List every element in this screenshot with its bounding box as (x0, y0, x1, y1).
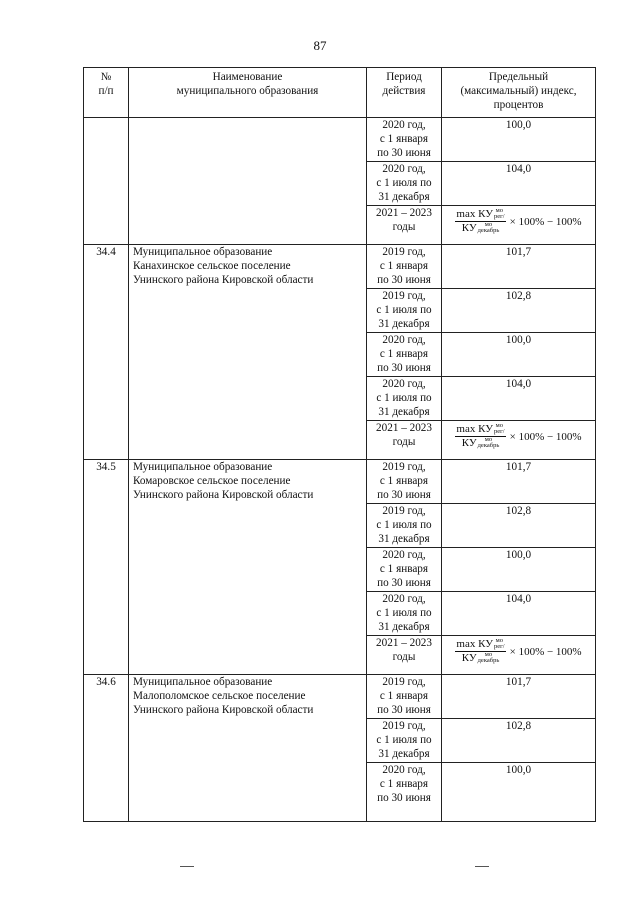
index-value: 102,8 (442, 719, 596, 763)
index-value: 100,0 (442, 763, 596, 822)
formula-fraction (455, 208, 505, 235)
index-value: 101,7 (442, 460, 596, 504)
formula-denominator: КУ мо декабрь (461, 651, 500, 665)
period-cell: 2019 год, с 1 января по 30 июня (367, 245, 442, 289)
table-row (84, 460, 596, 504)
page-number: 87 (313, 38, 327, 53)
header-number: № п/п (84, 68, 129, 118)
scan-mark (475, 866, 489, 867)
period-cell: 2020 год, с 1 января по 30 июня (367, 118, 442, 162)
index-formula-expression (455, 208, 581, 235)
row-number-cell: 34.4 (84, 245, 129, 460)
header-municipality: Наименование муниципального образования (129, 68, 367, 118)
period-cell: 2020 год, с 1 января по 30 июня (367, 548, 442, 592)
formula-numerator: max КУ мо рег/ (456, 422, 505, 436)
period-cell: 2020 год, с 1 января по 30 июня (367, 333, 442, 377)
index-value: 104,0 (442, 162, 596, 206)
index-value: 102,8 (442, 504, 596, 548)
index-value: 101,7 (442, 245, 596, 289)
index-formula-expression (455, 423, 581, 450)
header-index: Предельный (максимальный) индекс, процентов (442, 68, 596, 118)
row-number-cell: 34.6 (84, 675, 129, 822)
formula-tail: × 100% − 100% (509, 645, 582, 658)
formula-numerator: max КУ мо рег/ (456, 207, 505, 221)
period-cell: 2021 – 2023 годы (367, 421, 442, 460)
table-row (84, 675, 596, 719)
row-name-cell: Муниципальное образование Канахинское сельское поселение Унинского района Кировской области (129, 245, 367, 460)
index-value: 102,8 (442, 289, 596, 333)
index-formula-expression (455, 638, 581, 665)
tariff-index-table (83, 67, 596, 822)
period-cell: 2021 – 2023 годы (367, 636, 442, 675)
header-period: Период действия (367, 68, 442, 118)
index-value: 104,0 (442, 377, 596, 421)
formula-tail: × 100% − 100% (509, 215, 582, 228)
index-value: 100,0 (442, 548, 596, 592)
period-cell: 2019 год, с 1 июля по 31 декабря (367, 504, 442, 548)
formula-tail: × 100% − 100% (509, 430, 582, 443)
row-name-cell (129, 118, 367, 245)
row-name-cell: Муниципальное образование Комаровское сельское поселение Унинского района Кировской области (129, 460, 367, 675)
scan-mark (180, 866, 194, 867)
period-cell: 2019 год, с 1 января по 30 июня (367, 675, 442, 719)
period-cell: 2021 – 2023 годы (367, 206, 442, 245)
row-number-cell (84, 118, 129, 245)
row-number-cell: 34.5 (84, 460, 129, 675)
row-name-cell: Муниципальное образование Малополомское сельское поселение Унинского района Кировской области (129, 675, 367, 822)
table-row (84, 245, 596, 289)
formula-numerator: max КУ мо рег/ (456, 637, 505, 651)
period-cell: 2019 год, с 1 июля по 31 декабря (367, 289, 442, 333)
index-value: 100,0 (442, 118, 596, 162)
period-cell: 2019 год, с 1 июля по 31 декабря (367, 719, 442, 763)
period-cell: 2020 год, с 1 июля по 31 декабря (367, 162, 442, 206)
formula-denominator: КУ мо декабрь (461, 436, 500, 450)
index-formula (442, 636, 596, 675)
period-cell: 2020 год, с 1 июля по 31 декабря (367, 592, 442, 636)
index-formula (442, 421, 596, 460)
index-formula (442, 206, 596, 245)
formula-fraction (455, 638, 505, 665)
index-value: 100,0 (442, 333, 596, 377)
table-row (84, 118, 596, 162)
period-cell: 2020 год, с 1 января по 30 июня (367, 763, 442, 822)
index-value: 104,0 (442, 592, 596, 636)
period-cell: 2019 год, с 1 января по 30 июня (367, 460, 442, 504)
formula-fraction (455, 423, 505, 450)
table-header-row (84, 68, 596, 118)
formula-denominator: КУ мо декабрь (461, 221, 500, 235)
period-cell: 2020 год, с 1 июля по 31 декабря (367, 377, 442, 421)
index-value: 101,7 (442, 675, 596, 719)
